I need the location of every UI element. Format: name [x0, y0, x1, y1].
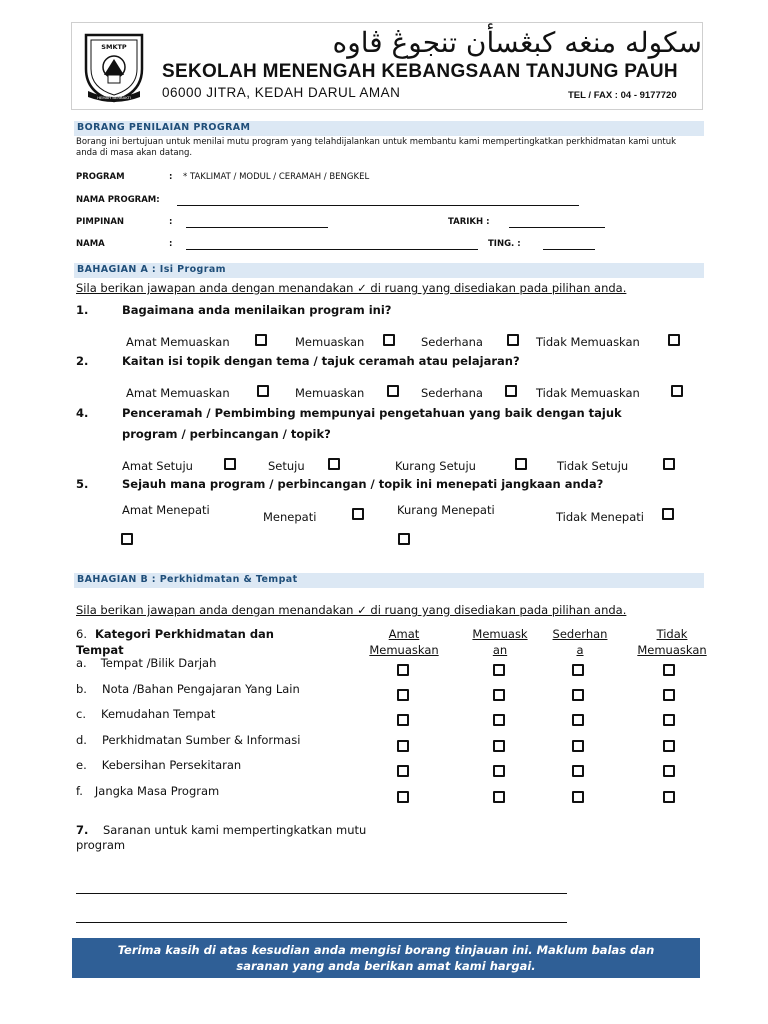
q6d-checkbox-amat-memuaskan[interactable] [397, 740, 409, 752]
q6-row-label: Jangka Masa Program [94, 784, 220, 798]
q6c-checkbox-amat-memuaskan[interactable] [397, 714, 409, 726]
section-a-bar [74, 263, 704, 278]
q6-row-b [76, 682, 300, 696]
q1-checkbox-sederhana[interactable] [507, 334, 519, 346]
q4-text-line2: program / perbincangan / topik? [122, 427, 331, 441]
q4-checkbox-amat-setuju[interactable] [224, 458, 236, 470]
q6-title [76, 626, 274, 658]
q4-checkbox-setuju[interactable] [328, 458, 340, 470]
q7-prompt [76, 823, 366, 853]
footer-line1: Terima kasih di atas kesudian anda mengisi borang tinjauan ini. Maklum balas dan [117, 943, 655, 957]
svg-text:SMKTP: SMKTP [101, 43, 127, 51]
q6d-checkbox-sederhana[interactable] [572, 740, 584, 752]
q4-option-label: Tidak Setuju [557, 459, 629, 473]
q1-option-label: Tidak Memuaskan [536, 335, 640, 349]
q2-option-label: Sederhana [421, 386, 483, 400]
q6-row-letter: f. [76, 784, 83, 798]
q6d-checkbox-tidak-memuaskan[interactable] [663, 740, 675, 752]
q6-row-f [76, 784, 219, 798]
q6e-checkbox-amat-memuaskan[interactable] [397, 765, 409, 777]
tarikh-label: TARIKH : [448, 217, 490, 227]
q6-column-header-line: an [492, 643, 508, 657]
q6-column-header-sederhana [542, 626, 618, 658]
q6e-checkbox-memuaskan[interactable] [493, 765, 505, 777]
program-label: PROGRAM [76, 172, 125, 182]
pimpinan-label: PIMPINAN [76, 217, 125, 227]
q6c-checkbox-tidak-memuaskan[interactable] [663, 714, 675, 726]
q4-text-line1: Penceramah / Pembimbing mempunyai pengetahuan yang baik dengan tajuk [122, 406, 622, 420]
school-letterhead [71, 22, 703, 110]
svg-text:HEMAH BERBAKTI: HEMAH BERBAKTI [97, 95, 131, 100]
q6a-checkbox-memuaskan[interactable] [493, 664, 505, 676]
nama-program-label: NAMA PROGRAM: [76, 195, 160, 205]
q6-row-c [76, 707, 215, 721]
program-separator: : [169, 172, 173, 182]
q4-option-label: Amat Setuju [122, 459, 193, 473]
section-a-instruction: Sila berikan jawapan anda dengan menandakan ✓ di ruang yang disediakan pada pilihan anda. [76, 281, 627, 295]
q7-number: 7. [76, 823, 89, 837]
q2-option-label: Amat Memuaskan [126, 386, 230, 400]
pimpinan-input-line[interactable] [186, 227, 328, 228]
q6-title-line2: Tempat [76, 643, 124, 657]
q6f-checkbox-sederhana[interactable] [572, 791, 584, 803]
tingkatan-input-line[interactable] [543, 249, 595, 250]
q5-option-label: Amat Menepati [122, 503, 210, 517]
q4-checkbox-kurang-setuju[interactable] [515, 458, 527, 470]
q5-checkbox-tidak-menepati[interactable] [662, 508, 674, 520]
q6-row-d [76, 733, 300, 747]
school-address: 06000 JITRA, KEDAH DARUL AMAN [162, 85, 401, 100]
section-b-bar [74, 573, 704, 588]
q6-row-letter: e. [76, 758, 87, 772]
q1-text: Bagaimana anda menilaikan program ini? [122, 303, 392, 317]
q4-checkbox-tidak-setuju[interactable] [663, 458, 675, 470]
q6-row-letter: c. [76, 707, 86, 721]
q2-option-label: Memuaskan [295, 386, 365, 400]
q5-option-label: Kurang Menepati [397, 503, 495, 517]
form-title: BORANG PENILAIAN PROGRAM [77, 122, 251, 133]
q6-column-header-line: Memuask [472, 627, 528, 641]
q2-text: Kaitan isi topik dengan tema / tajuk ceramah atau pelajaran? [122, 354, 520, 368]
q6b-checkbox-memuaskan[interactable] [493, 689, 505, 701]
q6-row-letter: b. [76, 682, 87, 696]
q1-option-label: Sederhana [421, 335, 483, 349]
q4-number: 4. [76, 406, 89, 420]
q7-answer-line-2[interactable] [76, 922, 567, 923]
form-intro: Borang ini bertujuan untuk menilai mutu program yang telahdijalankan untuk membantu kami mempertingkatkan perkhidmatan kami untuk anda di masa akan datang. [76, 137, 677, 158]
q6-column-header-line: a [576, 643, 584, 657]
thank-you-footer [72, 938, 700, 978]
q2-checkbox-memuaskan[interactable] [387, 385, 399, 397]
q2-option-label: Tidak Memuaskan [536, 386, 640, 400]
q5-checkbox-menepati[interactable] [352, 508, 364, 520]
footer-line2: saranan yang anda berikan amat kami hargai. [236, 959, 536, 973]
q6f-checkbox-amat-memuaskan[interactable] [397, 791, 409, 803]
q5-number: 5. [76, 477, 89, 491]
q6-column-header-amat-memuaskan [358, 626, 450, 658]
q6e-checkbox-sederhana[interactable] [572, 765, 584, 777]
q6b-checkbox-amat-memuaskan[interactable] [397, 689, 409, 701]
q6a-checkbox-tidak-memuaskan[interactable] [663, 664, 675, 676]
q6a-checkbox-amat-memuaskan[interactable] [397, 664, 409, 676]
nama-label: NAMA [76, 239, 105, 249]
q2-checkbox-amat-memuaskan[interactable] [257, 385, 269, 397]
arabic-school-name: سکوله منغه کبڠسأن تنجوڠ ڤاوه [332, 26, 702, 59]
q1-checkbox-amat-memuaskan[interactable] [255, 334, 267, 346]
q1-checkbox-memuaskan[interactable] [383, 334, 395, 346]
q7-answer-line-1[interactable] [76, 893, 567, 894]
q6-column-header-line: Tidak [656, 627, 688, 641]
q6-column-header-line: Memuaskan [369, 643, 439, 657]
q6b-checkbox-tidak-memuaskan[interactable] [663, 689, 675, 701]
q6a-checkbox-sederhana[interactable] [572, 664, 584, 676]
q6-row-label: Nota /Bahan Pengajaran Yang Lain [101, 682, 300, 696]
q5-checkbox-amat-menepati[interactable] [121, 533, 133, 545]
q6-column-header-tidak-memuaskan [626, 626, 718, 658]
q6c-checkbox-sederhana[interactable] [572, 714, 584, 726]
section-b-instruction: Sila berikan jawapan anda dengan menandakan ✓ di ruang yang disediakan pada pilihan anda. [76, 603, 627, 617]
q4-option-label: Kurang Setuju [395, 459, 476, 473]
section-b-title: BAHAGIAN B : Perkhidmatan & Tempat [77, 574, 298, 585]
nama-separator: : [169, 239, 173, 249]
q6-row-label: Tempat /Bilik Darjah [100, 656, 217, 670]
q6-title-line1: Kategori Perkhidmatan dan [95, 627, 274, 641]
q6-row-letter: a. [76, 656, 87, 670]
q6-column-header-memuaskan [462, 626, 538, 658]
q2-number: 2. [76, 354, 89, 368]
school-name: SEKOLAH MENENGAH KEBANGSAAN TANJUNG PAUH [162, 61, 678, 82]
q6-row-label: Kebersihan Persekitaran [101, 758, 242, 772]
q6-row-a [76, 656, 216, 670]
q6-row-label: Perkhidmatan Sumber & Informasi [101, 733, 301, 747]
q7-text-line1: Saranan untuk kami mempertingkatkan mutu [103, 823, 367, 837]
q6f-checkbox-memuaskan[interactable] [493, 791, 505, 803]
q1-checkbox-tidak-memuaskan[interactable] [668, 334, 680, 346]
q6-column-header-line: Amat [388, 627, 420, 641]
q2-checkbox-tidak-memuaskan[interactable] [671, 385, 683, 397]
q1-option-label: Amat Memuaskan [126, 335, 230, 349]
q4-option-label: Setuju [268, 459, 305, 473]
nama-program-input-line[interactable] [177, 205, 579, 206]
q6f-checkbox-tidak-memuaskan[interactable] [663, 791, 675, 803]
q6-row-e [76, 758, 241, 772]
q7-text-line2: program [76, 838, 126, 852]
q6-row-letter: d. [76, 733, 87, 747]
q1-option-label: Memuaskan [295, 335, 365, 349]
q6-column-header-line: Sederhan [552, 627, 608, 641]
q6-column-header-line: Memuaskan [637, 643, 707, 657]
q6-row-label: Kemudahan Tempat [100, 707, 216, 721]
pimpinan-separator: : [169, 217, 173, 227]
q2-checkbox-sederhana[interactable] [505, 385, 517, 397]
q5-checkbox-kurang-menepati[interactable] [398, 533, 410, 545]
nama-input-line[interactable] [186, 249, 478, 250]
section-a-title: BAHAGIAN A : Isi Program [77, 264, 226, 275]
q5-option-label: Tidak Menepati [556, 510, 644, 524]
q6d-checkbox-memuaskan[interactable] [493, 740, 505, 752]
q5-text: Sejauh mana program / perbincangan / topik ini menepati jangkaan anda? [122, 477, 604, 491]
tarikh-input-line[interactable] [509, 227, 605, 228]
tingkatan-label: TING. : [488, 239, 521, 249]
q6e-checkbox-tidak-memuaskan[interactable] [663, 765, 675, 777]
q1-number: 1. [76, 303, 89, 317]
school-crest-logo [78, 29, 150, 105]
q5-option-label: Menepati [263, 510, 317, 524]
form-title-bar [74, 121, 704, 136]
q6-number: 6. [76, 627, 87, 641]
q6b-checkbox-sederhana[interactable] [572, 689, 584, 701]
q6c-checkbox-memuaskan[interactable] [493, 714, 505, 726]
program-type-options[interactable]: * TAKLIMAT / MODUL / CERAMAH / BENGKEL [183, 172, 370, 182]
school-phone: TEL / FAX : 04 - 9177720 [568, 90, 677, 101]
